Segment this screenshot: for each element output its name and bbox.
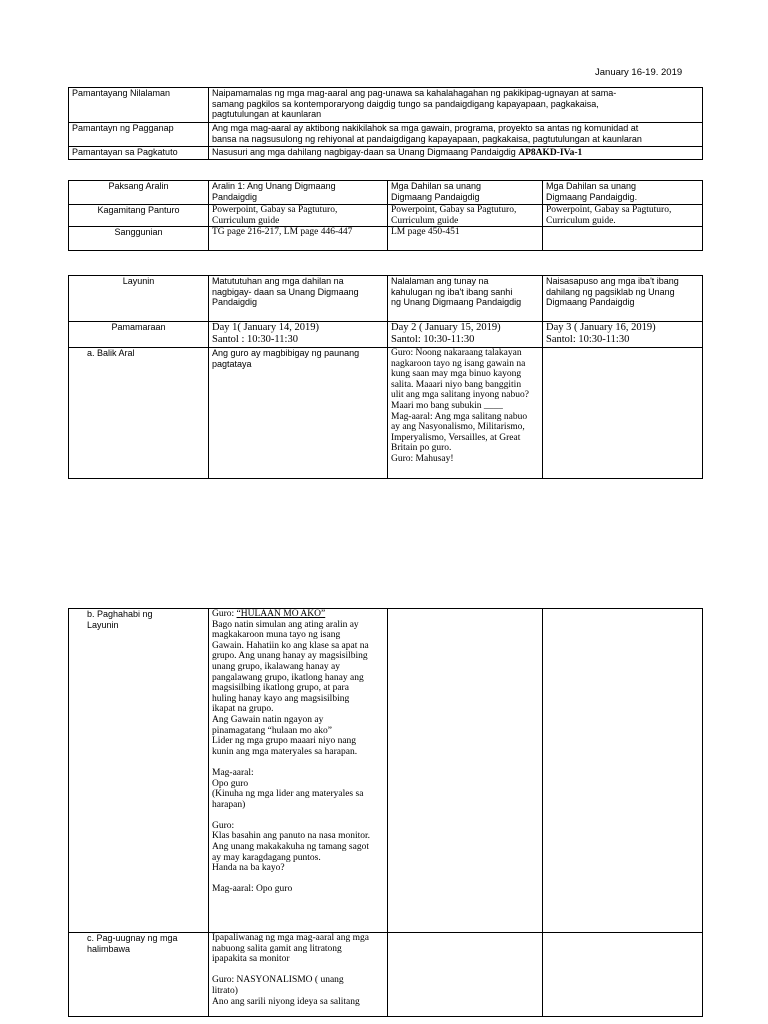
- standard-value: [209, 147, 703, 160]
- procedure-table: [68, 608, 703, 1017]
- topic-label: Paksang Aralin: [69, 181, 209, 205]
- document-date: January 16-19. 2019: [595, 67, 683, 78]
- standard-label: Pamantayang Nilalaman: [69, 88, 209, 123]
- reference-label: Sanggunian: [69, 227, 209, 251]
- procedure-cell: [388, 609, 543, 933]
- materials-cell: Powerpoint, Gabay sa Pagtuturo, Curriculum guide: [209, 205, 388, 227]
- standard-label: Pamantayan sa Pagkatuto: [69, 147, 209, 160]
- procedure-cell: [209, 609, 388, 933]
- topic-cell: Mga Dahilan sa unang Digmaang Pandaigdig.: [543, 181, 703, 205]
- topic-table: [68, 180, 703, 251]
- activity-name: “HULAAN MO AKO”: [236, 609, 326, 619]
- materials-cell: Powerpoint, Gabay sa Pagtuturo, Curriculum guide: [388, 205, 543, 227]
- procedure-cell: Ipapaliwanag ng mga mag-aaral ang mga nabuong salita gamit ang litratong ipapakita sa monitor Guro: NASYONALISMO ( unang litrato) Ano ang sarili niyong ideya sa salitang: [209, 933, 388, 1017]
- activity-text: Bago natin simulan ang ating aralin ay magkakaroon muna tayo ng isang Gawain. Hahatiin ko ang klase sa apat na grupo. Ang unang hanay ay magsisilbing unang grupo, ikalawang hanay ay pangalawang grupo, ikatlong hanay ang magsisilbing ikatlong grupo, at para huling hanay kayo ang magsisilbing ikapat na grupo. Ang Gawain natin ngayon ay pinamagatang “hulaan mo ako” Lider ng mga grupo maaari niyo nang kunin ang mga materyales sa harapan. Mag-aaral: Opo guro (Kinuha ng mga lider ang materyales sa harapan) Guro: Klas basahin ang panuto na nasa monitor. Ang unang makakakuha ng tamang sagot ay may karagdagang puntos. Handa na ba kayo? Mag-aaral: Opo guro: [212, 619, 371, 895]
- lesson-table: [68, 275, 703, 479]
- standard-value: Naipamamalas ng mga mag-aaral ang pag-unawa sa kahalahagahan ng pakikipag-ugnayan at sama- samang pagkilos sa kontemporaryong daigdig tungo sa pandaigdigang kapayapaan, pagkakaisa, pagtutulungan at kaunlaran: [209, 88, 703, 123]
- procedure-cell: [388, 933, 543, 1017]
- review-cell: Ang guro ay magbibigay ng paunang pagtataya: [209, 348, 388, 479]
- reference-cell: LM page 450-451: [388, 227, 543, 251]
- procedure-label: b. Paghahabi ng Layunin: [69, 609, 209, 933]
- activity-title: Guro: “HULAAN MO AKO”: [212, 609, 326, 619]
- objective-label: Layunin: [69, 276, 209, 322]
- materials-cell: Powerpoint, Gabay sa Pagtuturo, Curriculum guide.: [543, 205, 703, 227]
- procedure-cell: [543, 609, 703, 933]
- competency-text: Nasusuri ang mga dahilang nagbigay-daan sa Unang Digmaang Pandaigdig: [212, 147, 516, 157]
- procedure-label: c. Pag-uugnay ng mga halimbawa: [69, 933, 209, 1017]
- day-cell: Day 2 ( January 15, 2019) Santol: 10:30-11:30: [388, 322, 543, 348]
- review-cell: [543, 348, 703, 479]
- standard-label: Pamantayn ng Pagganap: [69, 123, 209, 147]
- day-cell: Day 1( January 14, 2019) Santol : 10:30-11:30: [209, 322, 388, 348]
- materials-label: Kagamitang Panturo: [69, 205, 209, 227]
- review-cell: Guro: Noong nakaraang talakayan nagkaroon tayo ng isang gawain na kung saan may mga binuo kayong salita. Maaari niyo bang banggitin ulit ang mga salitang inyong nabuo? Maari mo bang subukin ____ Mag-aaral: Ang mga salitang nabuo ay ang Nasyonalismo, Militarismo, Imperyalismo, Versailles, at Great Britain po guro. Guro: Mahusay!: [388, 348, 543, 479]
- topic-cell: Mga Dahilan sa unang Digmaang Pandaigdig: [388, 181, 543, 205]
- objective-cell: Naisasapuso ang mga iba't ibang dahilang ng pagsiklab ng Unang Digmaang Pandaigdig: [543, 276, 703, 322]
- topic-cell: Aralin 1: Ang Unang Digmaang Pandaigdig: [209, 181, 388, 205]
- procedure-cell: [543, 933, 703, 1017]
- standards-table: [68, 87, 703, 160]
- objective-cell: Matututuhan ang mga dahilan na nagbigay- daan sa Unang Digmaang Pandaigdig: [209, 276, 388, 322]
- objective-cell: Nalalaman ang tunay na kahulugan ng iba't ibang sanhi ng Unang Digmaang Pandaigdig: [388, 276, 543, 322]
- day-cell: Day 3 ( January 16, 2019) Santol: 10:30-11:30: [543, 322, 703, 348]
- reference-cell: [543, 227, 703, 251]
- standard-value: Ang mga mag-aaral ay aktibong nakikilahok sa mga gawain, programa, proyekto sa antas ng komunidad at bansa na nagsusulong ng rehiyonal at pandaigdigang kapayapaan, pagkakaisa, pagtutulungan at kaunlaran: [209, 123, 703, 147]
- method-label: Pamamaraan: [69, 322, 209, 348]
- reference-cell: TG page 216-217, LM page 446-447: [209, 227, 388, 251]
- review-label: a. Balik Aral: [69, 348, 209, 479]
- competency-code: AP8AKD-IVa-1: [518, 148, 583, 158]
